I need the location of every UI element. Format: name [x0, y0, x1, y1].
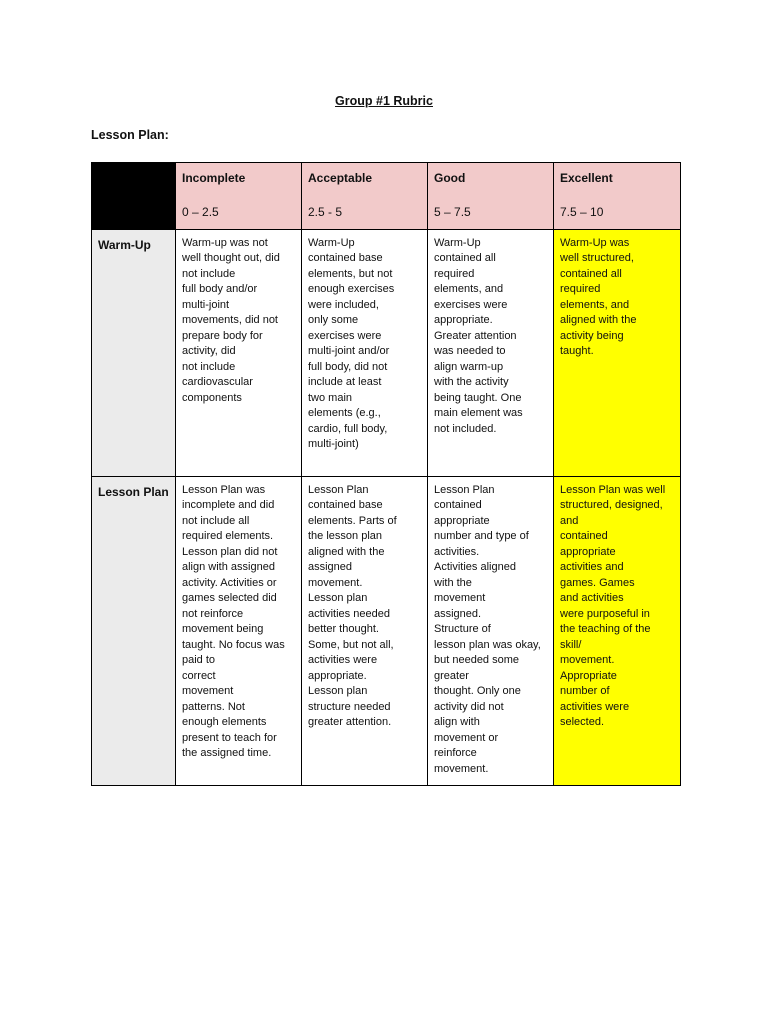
criteria-cell-acceptable — [302, 229, 428, 476]
rubric-row-warm-up — [92, 229, 681, 476]
level-range: 7.5 – 10 — [560, 205, 604, 219]
level-header-incomplete — [176, 163, 302, 230]
level-name: Acceptable — [308, 171, 373, 185]
criteria-text: Warm-Up was well structured, contained all required elements, and aligned with the activity being taught. — [560, 236, 637, 357]
document-title: Group #1 Rubric — [335, 94, 433, 108]
level-name: Excellent — [560, 171, 613, 185]
rubric-table — [91, 162, 681, 786]
header-row — [92, 163, 681, 230]
criteria-cell-good — [428, 229, 554, 476]
criteria-text: Lesson Plan contained appropriate number and type of activities. Activities aligned with the movement assigned. Structure of lesson plan was okay, but needed some greater thought. Only one activity did not align with movement or reinforce movement. — [434, 483, 541, 775]
criteria-cell-excellent-highlighted — [554, 229, 681, 476]
criteria-text: Warm-Up contained all required elements, and exercises were appropriate. Greater attention was needed to align warm-up with the activity being taught. One main element was not included. — [434, 236, 523, 435]
level-header-good — [428, 163, 554, 230]
criteria-cell-excellent-highlighted — [554, 476, 681, 785]
section-heading: Lesson Plan: — [91, 128, 169, 142]
criteria-text: Lesson Plan was incomplete and did not include all required elements. Lesson plan did not align with assigned activity. Activities or games selected did not reinforce movement being taught. No focus was paid to correct movement patterns. Not enough elements present to teach for the assigned time. — [182, 483, 285, 759]
criteria-text: Lesson Plan contained base elements. Parts of the lesson plan aligned with the assigned movement. Lesson plan activities needed better thought. Some, but not all, activities were appropriate. Lesson plan structure needed greater attention. — [308, 483, 397, 728]
corner-cell — [92, 163, 176, 230]
level-header-excellent — [554, 163, 681, 230]
level-range: 5 – 7.5 — [434, 205, 471, 219]
level-header-acceptable — [302, 163, 428, 230]
row-header-warm-up: Warm-Up — [92, 229, 176, 476]
level-name: Incomplete — [182, 171, 246, 185]
row-header-lesson-plan: Lesson Plan — [92, 476, 176, 785]
criteria-cell-incomplete — [176, 476, 302, 785]
criteria-text: Warm-Up contained base elements, but not enough exercises were included, only some exercises were multi-joint and/or full body, did not include at least two main elements (e.g., cardio, full body, multi-joint) — [308, 236, 395, 450]
criteria-text: Lesson Plan was well structured, designed, and contained appropriate activities and games. Games and activities were purposeful in the teaching of the skill/ movement. Appropriate number of activities were selected. — [560, 483, 666, 728]
criteria-cell-good — [428, 476, 554, 785]
criteria-cell-acceptable — [302, 476, 428, 785]
criteria-text: Warm-up was not well thought out, did not include full body and/or multi-joint movements, did not prepare body for activity, did not include cardiovascular components — [182, 236, 280, 404]
criteria-cell-incomplete — [176, 229, 302, 476]
level-range: 2.5 - 5 — [308, 205, 343, 219]
level-name: Good — [434, 171, 466, 185]
level-range: 0 – 2.5 — [182, 205, 219, 219]
rubric-row-lesson-plan — [92, 476, 681, 785]
